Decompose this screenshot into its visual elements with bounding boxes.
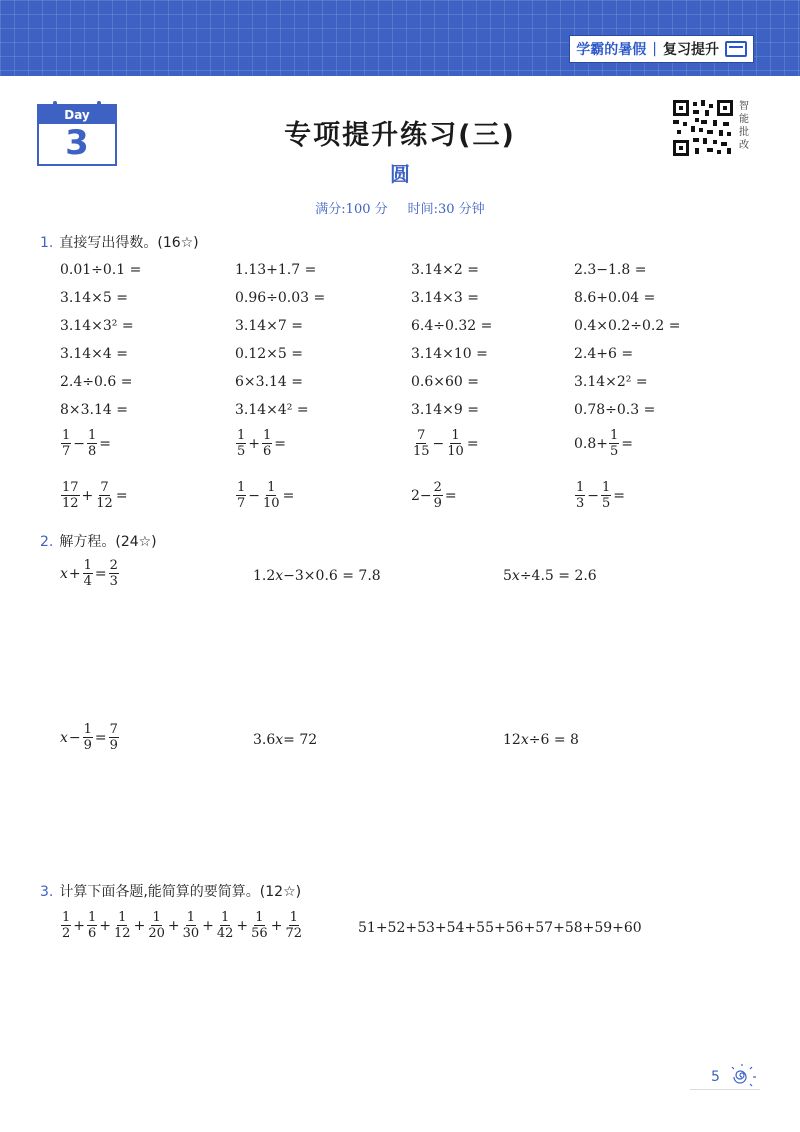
arithmetic-problem: 3.14×3 = [411, 290, 479, 306]
equation-1: x + $\frac{1}{4}$ = $\frac{2}{3}$ [60, 558, 118, 589]
arithmetic-problem: 1.13+1.7 = [235, 262, 317, 278]
section1-text: 直接写出得数。(16☆) [59, 235, 199, 251]
section2-text: 解方程。(24☆) [59, 534, 157, 550]
calendar-ring-icon [97, 101, 101, 110]
fraction: $\frac{1}{20}$ [148, 910, 165, 941]
arithmetic-problem: 3.14×7 = [235, 318, 303, 334]
fraction: $\frac{17}{12}$ [62, 480, 79, 511]
page-subtitle: 圆 [390, 162, 410, 186]
arithmetic-problem: 0.96÷0.03 = [235, 290, 326, 306]
fraction-problem: $\frac{1}{3}$ − $\frac{1}{5}$ = [576, 480, 626, 511]
section3-text: 计算下面各题,能简算的要简算。(12☆) [59, 884, 302, 900]
arithmetic-problem: 6×3.14 = [235, 374, 303, 390]
equation-5: 3.6 x = 72 [253, 732, 318, 748]
arithmetic-problem: 2.3−1.8 = [574, 262, 647, 278]
arithmetic-problem: 0.6×60 = [411, 374, 479, 390]
fraction: $\frac{1}{56}$ [251, 910, 268, 941]
fraction: $\frac{1}{7}$ [237, 480, 246, 511]
fraction-problem: $\frac{1}{7}$ − $\frac{1}{8}$ = [62, 428, 112, 459]
footer-rule [690, 1089, 760, 1090]
arithmetic-problem: 8×3.14 = [60, 402, 128, 418]
series-brand [569, 35, 754, 63]
fraction: $\frac{1}{12}$ [114, 910, 131, 941]
section1-number: 1. [40, 235, 54, 251]
section3-title [40, 881, 301, 901]
arithmetic-problem: 3.14×2 = [411, 262, 479, 278]
fraction: $\frac{1}{10}$ [447, 428, 464, 459]
arithmetic-problem: 3.14×4 = [60, 346, 128, 362]
fraction: $\frac{7}{15}$ [413, 428, 430, 459]
fraction: $\frac{1}{7}$ [62, 428, 71, 459]
fraction-problem: 0.8+ $\frac{1}{5}$ = [574, 428, 634, 459]
calendar-ring-icon [53, 101, 57, 110]
arithmetic-problem: 0.01÷0.1 = [60, 262, 142, 278]
arithmetic-problem: 6.4÷0.32 = [411, 318, 493, 334]
fraction: $\frac{1}{10}$ [263, 480, 280, 511]
arithmetic-problem: 8.6+0.04 = [574, 290, 656, 306]
arithmetic-problem: 2.4÷0.6 = [60, 374, 133, 390]
fraction-series-problem: $\frac{1}{2}$ + $\frac{1}{6}$ + $\frac{1}{12}$ + $\frac{1}{20}$ + $\frac{1}{30}$ + $\frac{1}{42}$ + $\frac{1}{56}$ + $\frac{1}{72}$ [62, 910, 302, 941]
arithmetic-problem: 3.14×4² = [235, 402, 309, 418]
fraction: $\frac{1}{72}$ [285, 910, 302, 941]
fraction: $\frac{1}{2}$ [62, 910, 71, 941]
qr-code-icon[interactable] [673, 100, 733, 156]
fraction: $\frac{7}{12}$ [96, 480, 113, 511]
page-title: 专项提升练习(三) [284, 120, 516, 151]
top-banner [0, 0, 800, 76]
equation-6: 12 x ÷6 = 8 [503, 732, 579, 748]
fraction-problem: $\frac{1}{7}$ − $\frac{1}{10}$ = [237, 480, 295, 511]
time-limit: 时间:30 分钟 [407, 202, 485, 217]
arithmetic-problem: 0.78÷0.3 = [574, 402, 656, 418]
full-score: 满分:100 分 [315, 202, 388, 217]
fraction: $\frac{1}{6}$ [263, 428, 272, 459]
arithmetic-problem: 2.4+6 = [574, 346, 634, 362]
fraction: $\frac{1}{30}$ [182, 910, 200, 941]
arithmetic-problem: 0.12×5 = [235, 346, 303, 362]
equation-4: x − $\frac{1}{9}$ = $\frac{7}{9}$ [60, 722, 118, 753]
arithmetic-problem: 3.14×9 = [411, 402, 479, 418]
page-number: 5 [711, 1069, 720, 1085]
fraction-problem: 2− $\frac{2}{9}$ = [411, 480, 457, 511]
equation-2: 1.2 x −3×0.6 = 7.8 [253, 568, 381, 584]
fraction: $\frac{1}{5}$ [610, 428, 619, 459]
equation-3: 5 x ÷4.5 = 2.6 [503, 568, 597, 584]
fraction: $\frac{1}{5}$ [237, 428, 246, 459]
arithmetic-problem: 3.14×10 = [411, 346, 488, 362]
day-number: 3 [65, 123, 89, 163]
section2-number: 2. [40, 534, 54, 550]
arithmetic-problem: 0.4×0.2÷0.2 = [574, 318, 681, 334]
fraction: $\frac{1}{3}$ [576, 480, 585, 511]
arithmetic-problem: 3.14×3² = [60, 318, 134, 334]
sun-spiral-icon [728, 1064, 756, 1088]
brand-separator: | [652, 41, 657, 57]
fraction: $\frac{1}{42}$ [216, 910, 234, 941]
day-label: Day [39, 106, 115, 124]
section2-title [40, 531, 157, 551]
score-info [0, 198, 800, 217]
arithmetic-problem: 3.14×5 = [60, 290, 128, 306]
fraction-problem: $\frac{17}{12}$ + $\frac{7}{12}$ = [62, 480, 128, 511]
fraction: $\frac{2}{9}$ [433, 480, 442, 511]
fraction-problem: $\frac{7}{15}$ − $\frac{1}{10}$ = [413, 428, 479, 459]
sum-problem: 51+52+53+54+55+56+57+58+59+60 [358, 920, 642, 936]
series-name: 学霸的暑假 [576, 42, 647, 58]
section3-number: 3. [40, 884, 54, 900]
fraction: $\frac{1}{8}$ [88, 428, 97, 459]
fraction-problem: $\frac{1}{5}$ + $\frac{1}{6}$ = [237, 428, 287, 459]
subject-name: 复习提升 [663, 42, 719, 58]
arithmetic-problem: 3.14×2² = [574, 374, 648, 390]
fraction: $\frac{1}{5}$ [602, 480, 611, 511]
section1-title [40, 232, 199, 252]
qr-label: 智能批改 [739, 101, 749, 151]
fraction: $\frac{1}{6}$ [88, 910, 97, 941]
book-icon [725, 41, 747, 57]
